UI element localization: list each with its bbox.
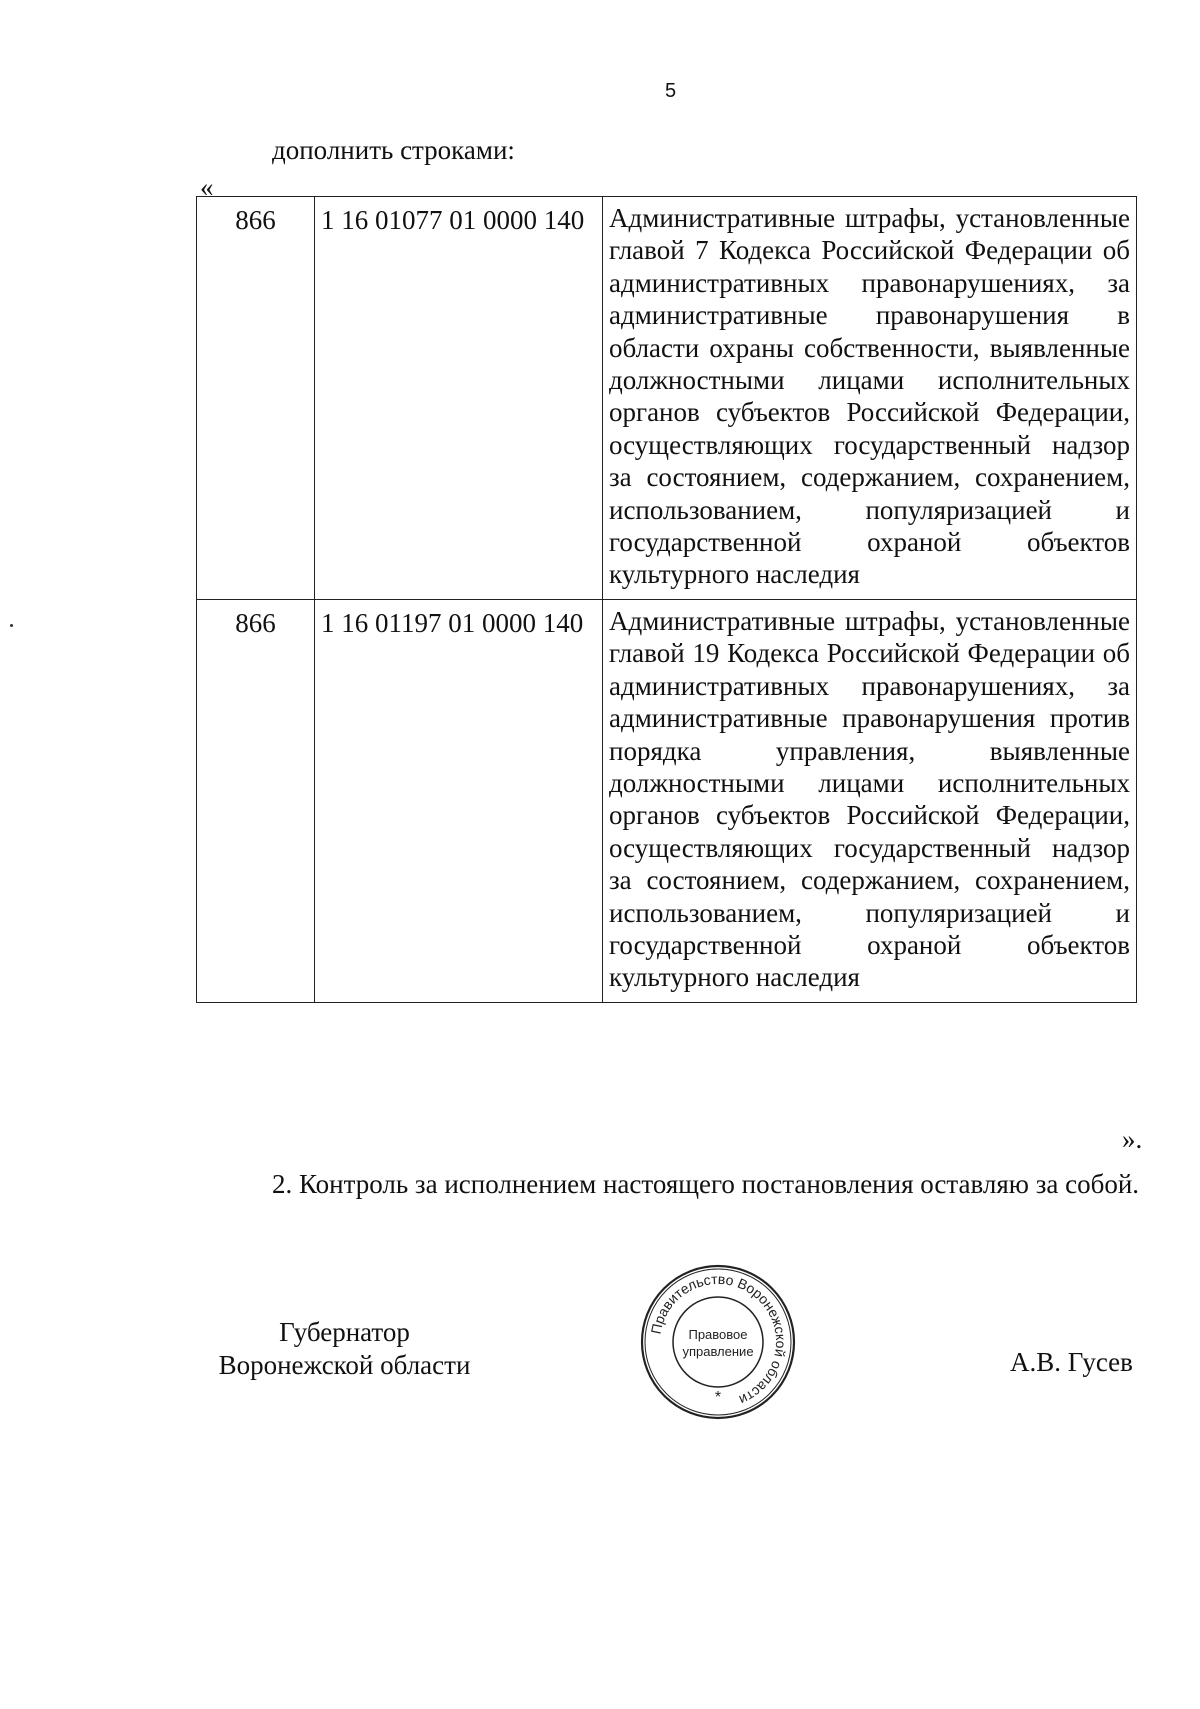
- control-paragraph: 2. Контроль за исполнением настоящего постановления оставляю за собой.: [272, 1169, 1140, 1199]
- admin-code-cell: 866: [197, 197, 315, 600]
- stamp-star: *: [714, 1389, 722, 1406]
- signatory-title-line2: Воронежской области: [218, 1350, 471, 1380]
- table-row: [197, 599, 1137, 1002]
- official-stamp: [638, 1262, 798, 1422]
- signatory-name: А.В. Гусев: [1010, 1347, 1133, 1377]
- admin-code-cell: 866: [197, 599, 315, 1002]
- scan-speck: [10, 624, 13, 627]
- table-row: [197, 197, 1137, 600]
- closing-quote: ».: [1122, 1124, 1143, 1154]
- page-number: 5: [665, 80, 677, 102]
- signatory-title-line1: Губернатор: [279, 1317, 410, 1347]
- stamp-center-line1: Правовое: [688, 1327, 748, 1342]
- description-cell: Административные штрафы, установленные главой 19 Кодекса Российской Федерации об административных правонарушениях, за административные правонарушения против порядка управления, выявленные должностными лицами исполнительных органов субъектов Российской Федерации, осуществляющих государственный надзор за состоянием, содержанием, сохранением, использованием, популяризацией и государственной охраной объектов культурного наследия: [603, 599, 1137, 1002]
- description-cell: Административные штрафы, установленные главой 7 Кодекса Российской Федерации об административных правонарушениях, за административные правонарушения в области охраны собственности, выявленные должностными лицами исполнительных органов субъектов Российской Федерации, осуществляющих государственный надзор за состоянием, содержанием, сохранением, использованием, популяризацией и государственной охраной объектов культурного наследия: [603, 197, 1137, 600]
- stamp-ring-text: Правительство Воронежской области: [647, 1270, 790, 1409]
- kbk-cell: 1 16 01077 01 0000 140: [315, 197, 603, 600]
- stamp-inner-ring: [673, 1297, 763, 1387]
- intro-text: дополнить строками:: [272, 135, 515, 165]
- signatory-title: [202, 1316, 487, 1382]
- opening-quote: «: [200, 172, 214, 202]
- kbk-cell: 1 16 01197 01 0000 140: [315, 599, 603, 1002]
- stamp-center-line2: управление: [682, 1344, 754, 1359]
- budget-codes-table: [196, 196, 1137, 1003]
